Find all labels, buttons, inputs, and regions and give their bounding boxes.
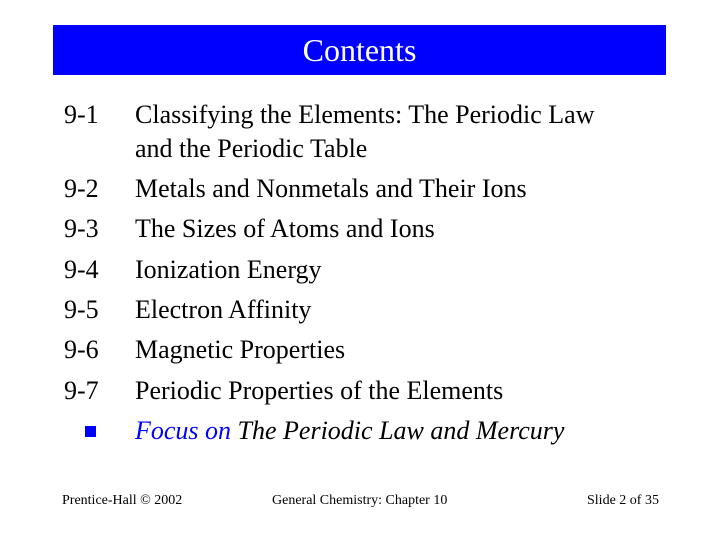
footer-slide-number: Slide 2 of 35: [587, 493, 659, 508]
item-number: 9-2: [64, 174, 99, 203]
item-number: 9-3: [64, 214, 99, 243]
list-item: [0, 214, 720, 244]
list-item: [0, 100, 720, 130]
item-text: Magnetic Properties: [135, 335, 346, 364]
list-item: [0, 174, 720, 204]
item-text: Ionization Energy: [135, 255, 322, 284]
focus-title: The Periodic Law and Mercury: [237, 416, 565, 445]
list-item: [0, 335, 720, 365]
focus-item: [0, 416, 720, 446]
item-text: Classifying the Elements: The Periodic Law: [135, 100, 595, 129]
item-text: Periodic Properties of the Elements: [135, 376, 504, 405]
focus-text: [135, 416, 564, 446]
focus-prefix: Focus on: [135, 416, 232, 445]
square-bullet-icon: [85, 426, 96, 437]
item-text: Metals and Nonmetals and Their Ions: [135, 174, 527, 203]
list-item: [0, 295, 720, 325]
footer-publisher: Prentice-Hall © 2002: [62, 493, 183, 508]
item-number: 9-5: [64, 295, 99, 324]
item-number: 9-6: [64, 335, 99, 364]
item-text: Electron Affinity: [135, 295, 312, 324]
item-text: The Sizes of Atoms and Ions: [135, 214, 435, 243]
item-number: 9-7: [64, 376, 99, 405]
list-item: [0, 255, 720, 285]
item-text: and the Periodic Table: [135, 134, 368, 163]
footer-chapter: General Chemistry: Chapter 10: [272, 493, 448, 508]
list-item-continuation: [0, 134, 720, 164]
item-number: 9-1: [64, 100, 99, 129]
item-number: 9-4: [64, 255, 99, 284]
list-item: [0, 376, 720, 406]
title-bar: [53, 25, 666, 75]
slide-title: Contents: [302, 32, 417, 68]
